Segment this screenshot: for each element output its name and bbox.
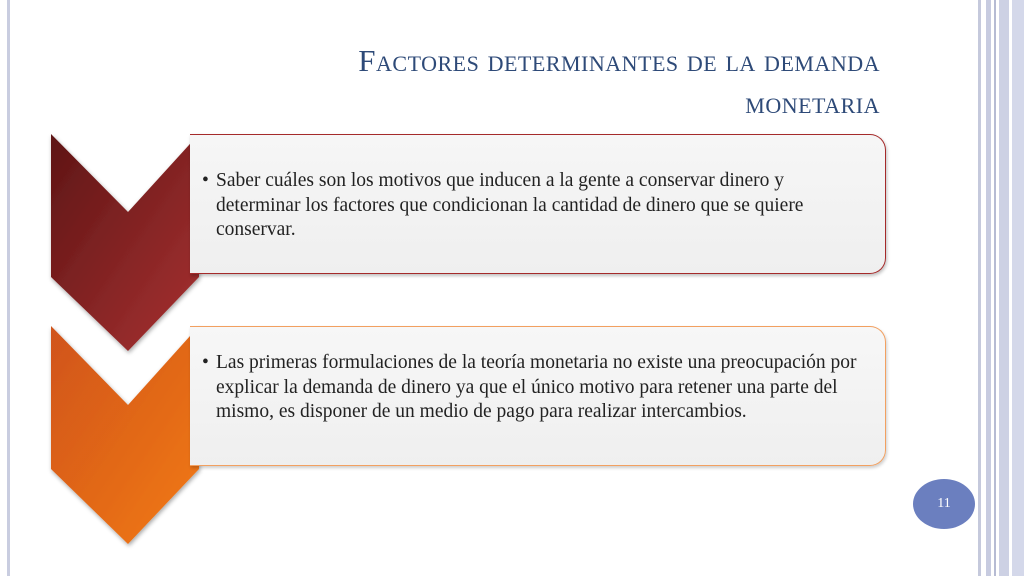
page-number-badge	[913, 479, 975, 529]
item-2-text: Las primeras formulaciones de la teoría monetaria no existe una preocupación por explicar la demanda de dinero ya que el único motivo para retener una parte del mismo, es disponer de un medio de pago para realizar intercambios.	[216, 352, 857, 422]
chevron-graphics	[0, 0, 220, 560]
card-2-text	[202, 351, 869, 425]
slide-title	[160, 40, 880, 124]
chevron-1	[51, 134, 199, 351]
card-1-text	[202, 169, 869, 243]
title-line-1: Factores determinantes de la demanda	[358, 43, 880, 78]
title-line-2: monetaria	[745, 85, 880, 120]
right-frame-stripes	[978, 0, 1024, 576]
page-number: 11	[937, 496, 951, 511]
bullet-icon: •	[202, 352, 209, 373]
text-card-2	[190, 326, 886, 466]
text-card-1	[190, 134, 886, 274]
item-1-text: Saber cuáles son los motivos que inducen a la gente a conservar dinero y determinar los factores que condicionan la cantidad de dinero que se quiere conservar.	[216, 170, 804, 240]
chevron-2	[51, 326, 199, 544]
bullet-icon: •	[202, 170, 209, 191]
